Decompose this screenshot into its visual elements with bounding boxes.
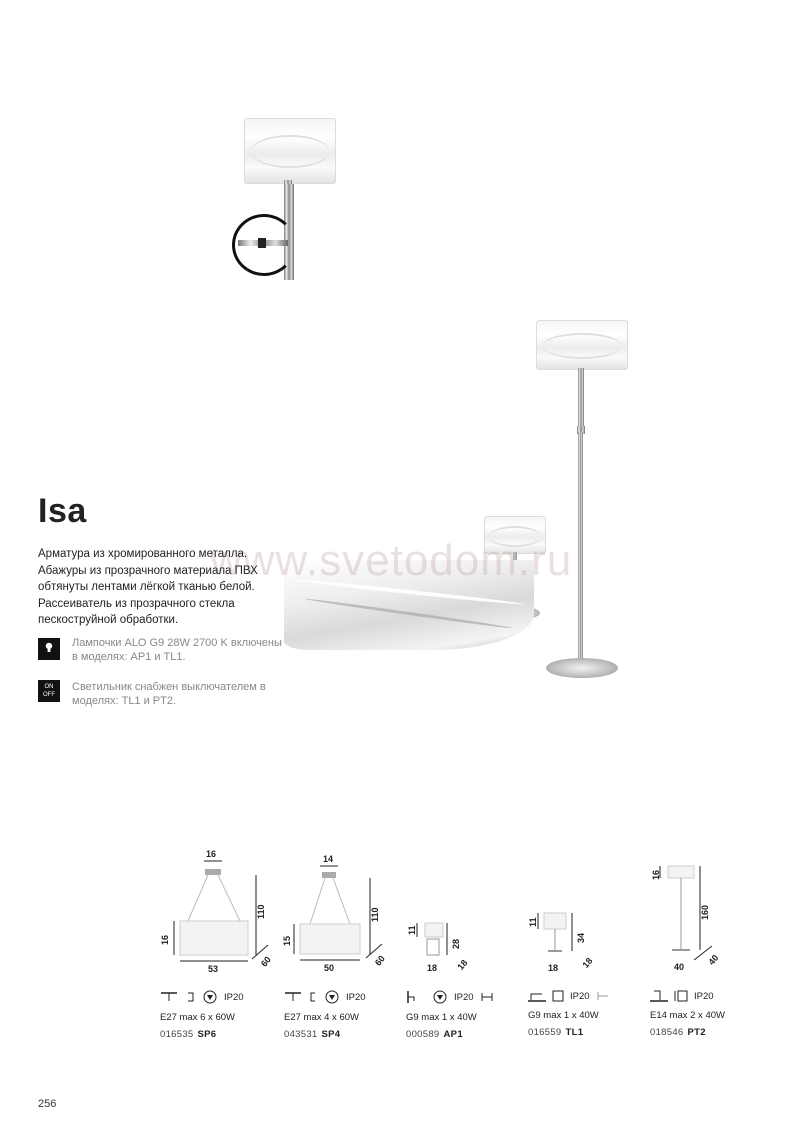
dimmable-icon xyxy=(432,990,448,1004)
ceiling-mount-icon xyxy=(160,991,178,1003)
suspension-icon xyxy=(308,991,318,1003)
product-code: 043531 SP4 xyxy=(284,1029,341,1040)
ip-rating: IP20 xyxy=(694,990,714,1002)
dim-pt2-depth: 40 xyxy=(706,952,721,967)
bulb-spec: E14 max 2 x 40W xyxy=(650,1010,725,1021)
product-code: 018546 PT2 xyxy=(650,1027,706,1038)
class2-icon xyxy=(552,990,564,1002)
product-code: 016535 SP6 xyxy=(160,1029,217,1040)
wall-lamp-photo xyxy=(200,110,340,290)
ip-rating: IP20 xyxy=(346,991,366,1003)
switch-small-icon xyxy=(596,990,610,1002)
dimmable-icon xyxy=(202,990,218,1004)
ip-rating: IP20 xyxy=(454,991,474,1003)
bulb-included-icon xyxy=(480,991,494,1003)
dim-sp4-shade: 15 xyxy=(282,935,292,946)
product-description: Арматура из хромированного металла. Абажуры из прозрачного материала ПВХ обтянуты лентами лёгкой тканью белой. Рассеиватель из прозрачного стекла пескоструйной обработки. xyxy=(38,548,258,626)
bulb-spec: E27 max 6 x 60W xyxy=(160,1012,235,1023)
bulb-spec: G9 max 1 x 40W xyxy=(528,1010,599,1021)
dim-tl1-height: 34 xyxy=(576,932,586,943)
spec-tl1-icons xyxy=(528,990,610,1002)
dim-ap1-depth: 18 xyxy=(455,957,470,972)
dim-pt2-shade: 16 xyxy=(651,869,661,880)
floor-mount-icon xyxy=(650,990,668,1002)
ceiling-mount-icon xyxy=(284,991,302,1003)
dim-tl1-width: 18 xyxy=(548,963,559,973)
suspension-icon xyxy=(184,991,196,1003)
dim-sp4-top: 14 xyxy=(323,854,334,864)
table-mount-icon xyxy=(528,990,546,1002)
drawing-pt2 xyxy=(650,860,730,975)
drawing-sp4 xyxy=(282,852,392,977)
bulb-spec: E27 max 4 x 60W xyxy=(284,1012,359,1023)
floor-lamp-photo xyxy=(520,310,630,690)
dim-sp4-depth: 60 xyxy=(372,953,387,968)
bulb-spec: G9 max 1 x 40W xyxy=(406,1012,477,1023)
spec-pt2 xyxy=(650,990,725,1038)
dim-sp4-width: 50 xyxy=(324,963,335,973)
spec-sp6 xyxy=(160,990,244,1040)
spec-pt2-icons xyxy=(650,990,725,1002)
dim-sp6-top: 16 xyxy=(206,849,217,859)
dim-tl1-shade: 11 xyxy=(528,917,538,927)
spec-sp4 xyxy=(284,990,366,1040)
dim-pt2-width: 40 xyxy=(674,962,685,972)
dim-ap1-height: 28 xyxy=(451,938,461,949)
switch-icon: ON OFF xyxy=(38,680,60,702)
product-code: 000589 AP1 xyxy=(406,1029,463,1040)
product-title: Isa xyxy=(38,492,87,530)
dim-sp4-height: 110 xyxy=(370,907,380,922)
page-number: 256 xyxy=(38,1098,57,1110)
drawing-sp6 xyxy=(158,845,278,975)
watermark: www.svetodom.ru xyxy=(210,536,573,585)
dim-sp6-shade: 16 xyxy=(160,934,170,945)
spec-tl1 xyxy=(528,990,610,1038)
dim-sp6-depth: 60 xyxy=(258,954,273,969)
bulb-icon xyxy=(38,638,60,660)
class2-icon xyxy=(674,990,688,1002)
spec-sp6-icons xyxy=(160,990,244,1004)
ip-rating: IP20 xyxy=(224,991,244,1003)
spec-ap1-icons xyxy=(406,990,494,1004)
drawing-tl1 xyxy=(528,905,608,975)
dim-ap1-width: 18 xyxy=(427,963,438,973)
dim-pt2-height: 160 xyxy=(700,904,710,920)
dim-sp6-height: 110 xyxy=(256,904,266,919)
dim-ap1-shade: 11 xyxy=(407,925,417,935)
dim-sp6-width: 53 xyxy=(208,964,219,974)
spec-ap1 xyxy=(406,990,494,1040)
note-bulbs-text: Лампочки ALO G9 28W 2700 K включены в моделях: AP1 и TL1. xyxy=(72,637,282,663)
ip-rating: IP20 xyxy=(570,990,590,1002)
note-switch-text: Светильник снабжен выключателем в моделях: TL1 и PT2. xyxy=(72,681,266,707)
dimmable-icon xyxy=(324,990,340,1004)
spec-sp4-icons xyxy=(284,990,366,1004)
drawing-ap1 xyxy=(405,915,475,975)
product-code: 016559 TL1 xyxy=(528,1027,584,1038)
wall-mount-icon xyxy=(406,990,418,1004)
dim-tl1-depth: 18 xyxy=(580,955,595,970)
